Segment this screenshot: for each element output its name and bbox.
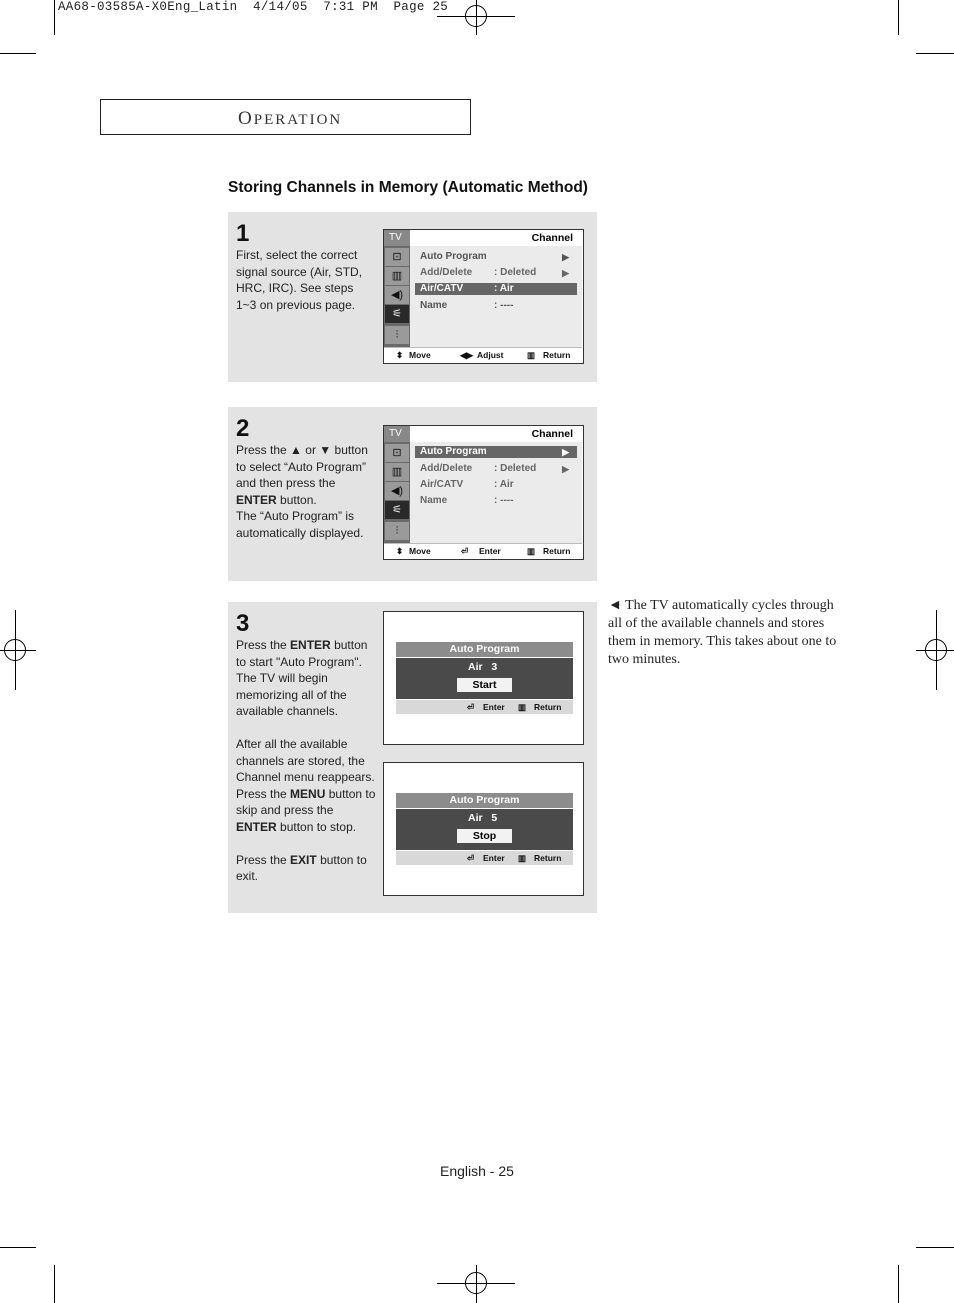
section-title: OPERATION	[238, 108, 343, 129]
step-2-text: Press the ▲ or ▼ button to select “Auto Program” and then press the ENTER button. The “Auto Program” is automatically displayed.	[236, 443, 368, 540]
osd-sidebar	[384, 230, 410, 347]
channel-readout: Air 3	[468, 661, 498, 673]
registration-mark	[925, 639, 947, 661]
antenna-icon: ⚟	[385, 501, 409, 519]
auto-program-dialog-stop	[383, 762, 584, 896]
footer-enter: Enter	[479, 546, 501, 556]
osd-menu-body	[410, 246, 582, 347]
step-number: 2	[236, 415, 250, 442]
dialog-body	[396, 658, 573, 699]
menu-item-name[interactable]: Name : ----	[420, 495, 514, 506]
move-icon: ⬍	[396, 350, 404, 360]
equalizer-icon: ▥	[385, 463, 409, 481]
return-icon: ▥	[518, 853, 527, 863]
footer-enter: Enter	[483, 702, 505, 712]
return-icon: ▥	[518, 702, 527, 712]
crop-mark	[898, 0, 899, 35]
up-arrow-icon: ▲	[290, 443, 302, 457]
step-1-text: First, select the correct signal source (Air, STD, HRC, IRC). See steps 1~3 on previous page.	[236, 248, 363, 312]
auto-program-dialog-start	[383, 611, 584, 745]
crop-mark	[0, 1247, 36, 1248]
osd-footer	[384, 347, 582, 363]
dialog-footer	[396, 700, 573, 714]
step-number: 1	[236, 220, 250, 247]
return-icon: ▥	[527, 546, 536, 556]
menu-item-add-delete[interactable]: Add/Delete : Deleted ▶	[420, 267, 569, 278]
picture-icon: ⊡	[385, 444, 409, 462]
crop-mark	[916, 53, 954, 54]
setup-icon: ⫶	[385, 522, 409, 540]
crop-mark	[0, 53, 36, 54]
footer-return: Return	[534, 702, 562, 712]
channel-menu-osd	[383, 229, 584, 364]
enter-icon: ⏎	[461, 546, 469, 556]
menu-item-add-delete[interactable]: Add/Delete : Deleted ▶	[420, 463, 569, 474]
menu-item-auto-program[interactable]: Auto Program ▶	[415, 446, 577, 458]
return-icon: ▥	[527, 350, 536, 360]
footer-adjust: Adjust	[477, 350, 504, 360]
page-footer: English - 25	[440, 1163, 514, 1179]
menu-item-air-catv[interactable]: Air/CATV : Air	[420, 479, 514, 490]
menu-item-auto-program[interactable]: Auto Program ▶	[420, 251, 569, 262]
setup-icon: ⫶	[385, 326, 409, 344]
osd-footer	[384, 543, 582, 559]
footer-enter: Enter	[483, 853, 505, 863]
dialog-title: Auto Program	[396, 793, 573, 808]
osd-tv-label: TV	[384, 426, 410, 442]
osd-tv-label: TV	[384, 230, 410, 246]
adjust-icon: ◀▶	[460, 350, 474, 360]
step-1-panel	[228, 212, 597, 382]
dialog-body	[396, 809, 573, 850]
enter-icon: ⏎	[467, 853, 475, 863]
footer-return: Return	[543, 546, 571, 556]
stop-button[interactable]: Stop	[457, 829, 512, 843]
crop-mark	[916, 1247, 954, 1248]
step-number: 3	[236, 610, 250, 637]
osd-title: Channel	[531, 428, 573, 440]
step-2-panel	[228, 407, 597, 581]
enter-icon: ⏎	[467, 702, 475, 712]
down-arrow-icon: ▼	[319, 443, 332, 457]
channel-readout: Air 5	[468, 812, 498, 824]
speaker-icon: ◀)	[385, 286, 409, 304]
menu-item-air-catv[interactable]: Air/CATV : Air	[415, 283, 577, 295]
page-heading: Storing Channels in Memory (Automatic Method)	[228, 179, 588, 196]
crop-mark	[898, 1265, 899, 1303]
osd-menu-body	[410, 442, 582, 543]
footer-move: Move	[409, 350, 431, 360]
footer-return: Return	[543, 350, 571, 360]
footer-return: Return	[534, 853, 562, 863]
osd-sidebar	[384, 426, 410, 543]
picture-icon: ⊡	[385, 248, 409, 266]
registration-mark	[465, 1272, 487, 1294]
osd-title: Channel	[531, 232, 573, 244]
section-title-box	[100, 99, 471, 135]
dialog-footer	[396, 851, 573, 865]
print-header: AA68-03585A-X0Eng_Latin 4/14/05 7:31 PM Page 25	[58, 0, 449, 14]
crop-mark	[54, 1265, 55, 1303]
move-icon: ⬍	[396, 546, 404, 556]
equalizer-icon: ▥	[385, 267, 409, 285]
start-button[interactable]: Start	[457, 678, 512, 692]
speaker-icon: ◀)	[385, 482, 409, 500]
channel-menu-osd	[383, 425, 584, 560]
left-arrow-icon: ◄	[608, 598, 622, 613]
antenna-icon: ⚟	[385, 305, 409, 323]
footer-move: Move	[409, 546, 431, 556]
menu-item-name[interactable]: Name : ----	[420, 300, 514, 311]
dialog-title: Auto Program	[396, 642, 573, 657]
step-3-text: Press the ENTER button to start "Auto Program". The TV will begin memorizing all of the available channels. After all the available channels are stored, the Channel menu reappears. Press the MENU button to skip and press the ENTER button to stop. Press the EXIT button to exit.	[236, 638, 376, 883]
side-note: ◄ The TV automatically cycles through all of the available channels and stores them in memory. This takes about one to two minutes.	[608, 598, 837, 667]
step-3-panel	[228, 602, 597, 913]
registration-mark	[4, 639, 26, 661]
registration-mark	[465, 5, 487, 27]
crop-mark	[54, 0, 55, 35]
